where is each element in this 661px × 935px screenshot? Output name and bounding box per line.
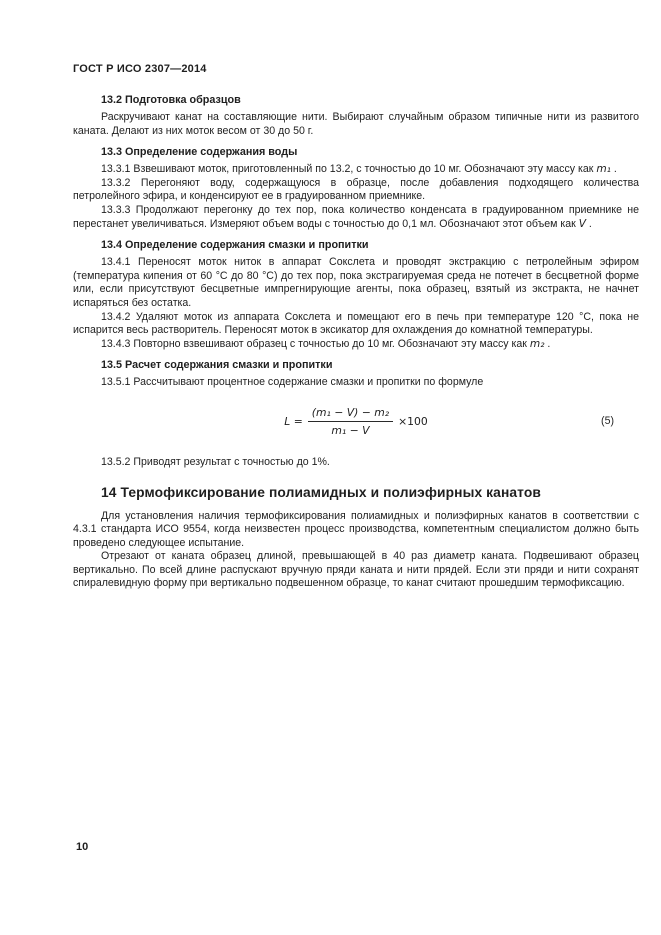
heading-13-3: 13.3 Определение содержания воды	[101, 146, 298, 159]
paragraph-14-1: Для установления наличия термофиксирования полиамидных и полиэфирных канатов в соответствии с 4.3.1 стандарта ИСО 9554, когда неизвестен процесс производства, компетентным специалистом должно быть проведено следующее испытание.	[73, 509, 639, 549]
formula-fraction	[308, 406, 393, 437]
paragraph-13-5-2: 13.5.2 Приводят результат с точностью до 1%.	[101, 455, 330, 468]
heading-13-5: 13.5 Расчет содержания смазки и пропитки	[101, 359, 333, 372]
text-run: .	[544, 337, 551, 350]
text-run: 13.3.3 Продолжают перегонку до тех пор, пока количество конденсата в градуированном приемнике не перестанет увеличиваться. Измеряют объем воды с точностью до 0,1 мл. Обозначают этот объем как	[73, 203, 639, 230]
heading-14: 14 Термофиксирование полиамидных и полиэфирных канатов	[101, 484, 541, 500]
formula-5	[284, 406, 427, 437]
text-run: 13.3.1 Взвешивают моток, приготовленный по 13.2, с точностью до 10 мг. Обозначают эту массу как	[101, 163, 597, 176]
paragraph-13-3-3	[73, 204, 639, 231]
formula-number: (5)	[601, 415, 614, 428]
paragraph-13-2-1: Раскручивают канат на составляющие нити. Выбирают случайным образом типичные нити из развитого каната. Делают из них моток весом от 30 до 50 г.	[73, 111, 639, 137]
page-number: 10	[76, 841, 89, 853]
heading-13-2: 13.2 Подготовка образцов	[101, 94, 241, 106]
paragraph-13-5-1: 13.5.1 Рассчитывают процентное содержание смазки и пропитки по формуле	[101, 376, 484, 389]
math-symbol-m2: m₂	[529, 337, 545, 350]
paragraph-13-4-1: 13.4.1 Переносят моток ниток в аппарат Сокслета и проводят экстракцию с петролейным эфиром (температура кипения от 60 °С до 80 °С) до тех пор, пока экстрагируемая среда не потечет в бесцветной форме или, если присутствуют бесцветные импрегнирующие агенты, пока образец, взятый из экстракта, не начнет испаряться без остатка.	[73, 256, 639, 309]
paragraph-13-4-2: 13.4.2 Удаляют моток из аппарата Сокслета и помещают его в печь при температуре 120 °С, пока не испарится весь растворитель. Переносят моток в эксикатор для охлаждения до комнатной температуры.	[73, 310, 639, 337]
formula-denominator: m₁ − V	[331, 423, 370, 437]
formula-lhs: L =	[284, 414, 303, 428]
text-run: .	[610, 163, 617, 176]
formula-block	[73, 406, 639, 437]
heading-13-4: 13.4 Определение содержания смазки и пропитки	[101, 239, 369, 252]
math-symbol-V: V	[578, 217, 586, 230]
formula-numerator: (m₁ − V) − m₂	[308, 406, 393, 422]
page-content	[73, 90, 639, 591]
text-run: 13.4.3 Повторно взвешивают образец с точностью до 10 мг. Обозначают эту массу как	[101, 337, 530, 350]
paragraph-13-4-3	[73, 338, 639, 352]
paragraph-13-3-2: 13.3.2 Перегоняют воду, содержащуюся в образце, после добавления подходящего количества петролейного эфира, и конденсируют ее в градуированном приемнике.	[73, 176, 639, 203]
math-symbol-m1: m₁	[596, 163, 611, 176]
paragraph-14-2: Отрезают от каната образец длиной, превышающей в 40 раз диаметр каната. Подвешивают образец вертикально. По всей длине распускают вручную пряди каната и нити прядей. Если эти пряди и нити сохранят спиралевидную форму при вертикально подвешенном образце, то канат считают прошедшим термофиксацию.	[73, 550, 639, 590]
formula-multiplier: ×100	[398, 414, 428, 428]
text-run: .	[585, 217, 592, 230]
running-header: ГОСТ Р ИСО 2307—2014	[73, 63, 207, 75]
paragraph-13-3-1	[73, 163, 639, 177]
